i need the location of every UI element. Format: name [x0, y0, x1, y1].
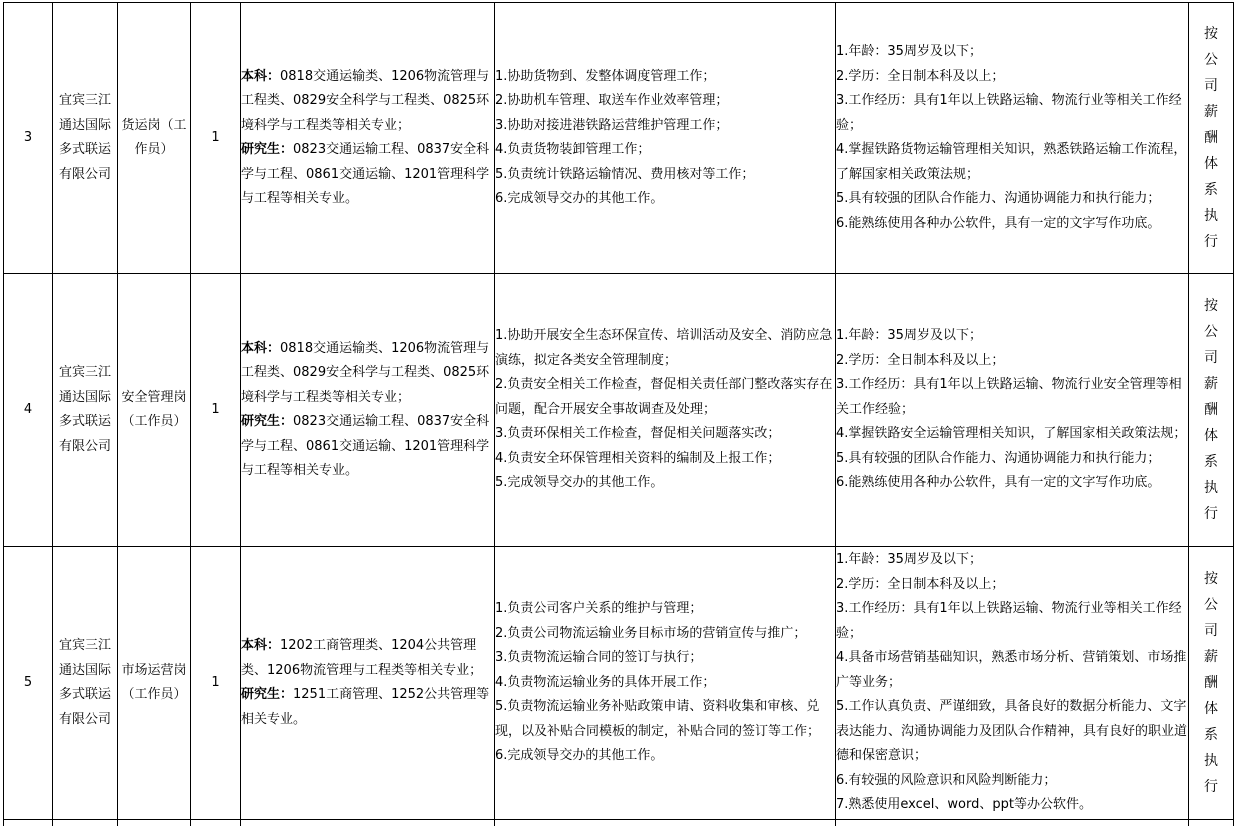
table-row-partial	[4, 820, 1234, 827]
postgrad-label: 研究生：	[241, 414, 294, 429]
duty-item: 4.负责物流运输业务的具体开展工作；	[495, 674, 716, 690]
duty-item: 2.协助机车管理、取送车作业效率管理；	[495, 93, 729, 108]
requirement-item: 2.学历：全日制本科及以上；	[836, 352, 1005, 368]
requirement-item: 6.能熟练使用各种办公软件，具有一定的文字写作功底。	[836, 215, 1161, 231]
job-duties	[495, 547, 836, 820]
undergrad-label: 本科：	[241, 638, 281, 653]
headcount: 1	[191, 3, 241, 274]
major-requirements	[241, 274, 495, 547]
position-name: 货运岗（工作员）	[118, 3, 191, 274]
postgrad-majors: 0823交通运输工程、0837安全科学与工程、0861交通运输、1201管理科学与工程等相关专业。	[241, 142, 490, 206]
headcount: 1	[191, 547, 241, 820]
major-requirements	[241, 547, 495, 820]
requirement-item: 3.工作经历：具有1年以上铁路运输、物流行业等相关工作经验；	[836, 93, 1182, 133]
job-duties	[495, 3, 836, 274]
recruitment-table	[3, 2, 1234, 826]
postgrad-label: 研究生：	[241, 687, 294, 702]
undergrad-label: 本科：	[241, 68, 281, 84]
requirement-item: 1.年龄：35周岁及以下；	[836, 44, 982, 59]
postgrad-majors: 1251工商管理、1252公共管理等相关专业。	[241, 687, 490, 727]
undergrad-majors: 0818交通运输类、1206物流管理与工程类、0829安全科学与工程类、0825环境科学与工程类等相关专业；	[241, 340, 490, 405]
requirement-item: 1.年龄：35周岁及以下；	[836, 328, 982, 344]
requirement-item: 4.具备市场营销基础知识，熟悉市场分析、营销策划、市场推广等业务；	[836, 650, 1187, 690]
empty-cell	[4, 820, 53, 827]
requirement-item: 4.掌握铁路货物运输管理相关知识，熟悉铁路运输工作流程，了解国家相关政策法规；	[836, 142, 1187, 182]
requirement-item: 1.年龄：35周岁及以下；	[836, 552, 982, 568]
position-name: 市场运营岗（工作员）	[118, 547, 191, 820]
undergrad-majors: 1202工商管理类、1204公共管理类、1206物流管理与工程类等相关专业；	[241, 638, 483, 678]
row-number: 5	[4, 547, 53, 820]
duty-item: 4.负责安全环保管理相关资料的编制及上报工作；	[495, 450, 781, 466]
compensation-text: 按公司薪酬体系执行	[1204, 25, 1218, 250]
duty-item: 5.负责物流运输业务补贴政策申请、资料收集和审核、兑现，以及补贴合同模板的制定，补贴合同的签订等工作；	[495, 699, 821, 739]
row-number: 3	[4, 3, 53, 274]
undergrad-majors: 0818交通运输类、1206物流管理与工程类、0829安全科学与工程类、0825环境科学与工程类等相关专业；	[241, 68, 490, 133]
qualifications	[836, 547, 1189, 820]
empty-cell	[495, 820, 836, 827]
requirement-item: 5.具有较强的团队合作能力、沟通协调能力和执行能力；	[836, 191, 1161, 206]
empty-cell	[53, 820, 118, 827]
position-name: 安全管理岗（工作员）	[118, 274, 191, 547]
company-name: 宜宾三江通达国际多式联运有限公司	[53, 274, 118, 547]
duty-item: 5.负责统计铁路运输情况、费用核对等工作；	[495, 166, 755, 182]
requirement-item: 5.工作认真负责、严谨细致，具备良好的数据分析能力、文字表达能力、沟通协调能力及团队合作精神，具有良好的职业道德和保密意识；	[836, 699, 1188, 764]
compensation	[1189, 547, 1234, 820]
table-row	[4, 3, 1234, 274]
company-name: 宜宾三江通达国际多式联运有限公司	[53, 547, 118, 820]
requirement-item: 4.掌握铁路安全运输管理相关知识，了解国家相关政策法规；	[836, 426, 1187, 442]
table-row	[4, 274, 1234, 547]
undergrad-label: 本科：	[241, 340, 281, 356]
duty-item: 3.负责物流运输合同的签订与执行；	[495, 650, 703, 666]
compensation	[1189, 274, 1234, 547]
duty-item: 6.完成领导交办的其他工作。	[495, 748, 664, 764]
duty-item: 3.协助对接进港铁路运营维护管理工作；	[495, 117, 729, 133]
major-requirements	[241, 3, 495, 274]
requirement-item: 2.学历：全日制本科及以上；	[836, 68, 1005, 84]
headcount: 1	[191, 274, 241, 547]
duty-item: 1.协助货物到、发整体调度管理工作；	[495, 68, 716, 84]
requirement-item: 3.工作经历：具有1年以上铁路运输、物流行业等相关工作经验；	[836, 601, 1182, 641]
row-number: 4	[4, 274, 53, 547]
table-row	[4, 547, 1234, 820]
requirement-item: 5.具有较强的团队合作能力、沟通协调能力和执行能力；	[836, 450, 1161, 466]
duty-item: 4.负责货物装卸管理工作；	[495, 142, 651, 157]
duty-item: 6.完成领导交办的其他工作。	[495, 191, 664, 206]
requirement-item: 6.能熟练使用各种办公软件，具有一定的文字写作功底。	[836, 475, 1161, 491]
requirement-item: 7.熟悉使用excel、word、ppt等办公软件。	[836, 797, 1092, 813]
empty-cell	[241, 820, 495, 827]
company-name: 宜宾三江通达国际多式联运有限公司	[53, 3, 118, 274]
duty-item: 1.负责公司客户关系的维护与管理；	[495, 601, 703, 617]
compensation-text: 按公司薪酬体系执行	[1204, 570, 1218, 795]
requirement-item: 6.有较强的风险意识和风险判断能力；	[836, 772, 1057, 788]
empty-cell	[191, 820, 241, 827]
qualifications	[836, 274, 1189, 547]
duty-item: 1.协助开展安全生态环保宣传、培训活动及安全、消防应急演练，拟定各类安全管理制度；	[495, 328, 833, 368]
compensation	[1189, 3, 1234, 274]
qualifications	[836, 3, 1189, 274]
empty-cell	[836, 820, 1189, 827]
postgrad-majors: 0823交通运输工程、0837安全科学与工程、0861交通运输、1201管理科学与工程等相关专业。	[241, 414, 490, 478]
duty-item: 2.负责安全相关工作检查，督促相关责任部门整改落实存在问题，配合开展安全事故调查及处理；	[495, 377, 833, 417]
job-duties	[495, 274, 836, 547]
requirement-item: 2.学历：全日制本科及以上；	[836, 576, 1005, 592]
duty-item: 2.负责公司物流运输业务目标市场的营销宣传与推广；	[495, 625, 807, 641]
compensation-text: 按公司薪酬体系执行	[1204, 297, 1218, 522]
postgrad-label: 研究生：	[241, 142, 294, 157]
duty-item: 5.完成领导交办的其他工作。	[495, 475, 664, 491]
requirement-item: 3.工作经历：具有1年以上铁路运输、物流行业安全管理等相关工作经验；	[836, 377, 1182, 417]
empty-cell	[118, 820, 191, 827]
duty-item: 3.负责环保相关工作检查，督促相关问题落实改；	[495, 426, 781, 442]
empty-cell	[1189, 820, 1234, 827]
